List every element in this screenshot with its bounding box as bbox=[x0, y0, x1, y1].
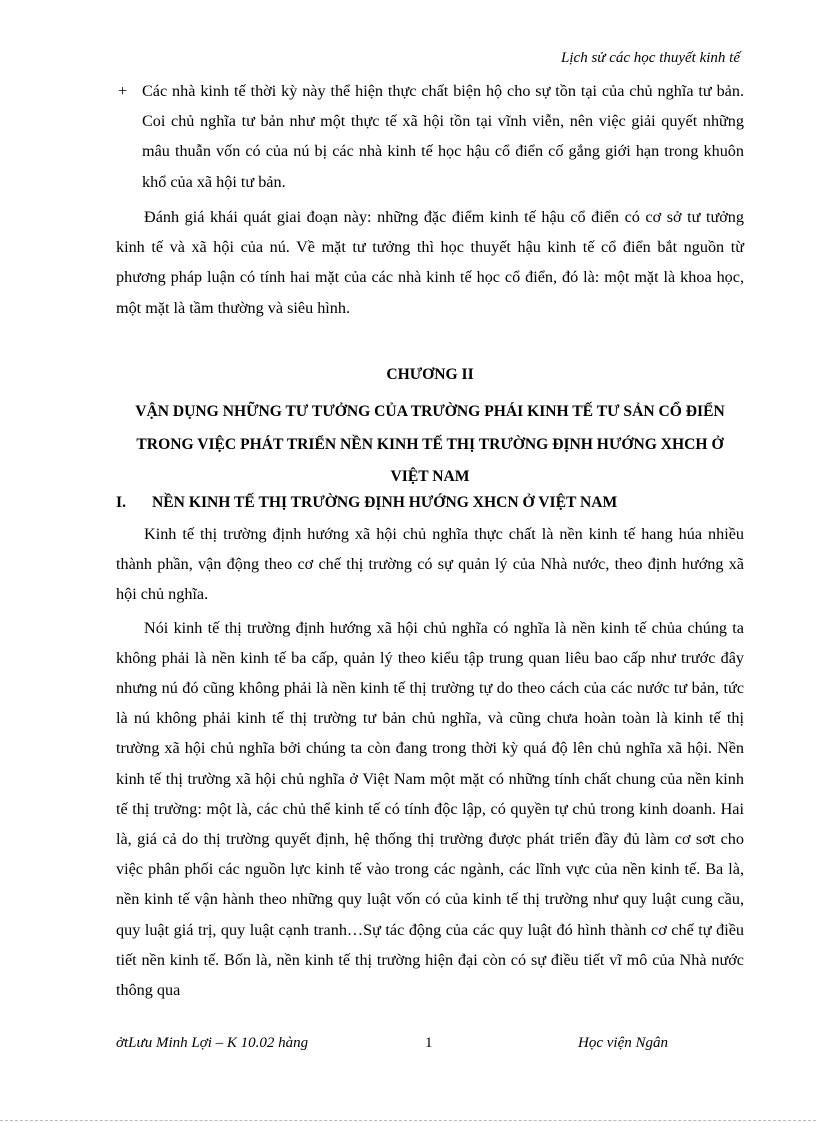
page-number: 1 bbox=[425, 1035, 433, 1051]
section-title: NỀN KINH TẾ THỊ TRƯỜNG ĐỊNH HƯỚNG XHCN Ở VIỆT NAM bbox=[152, 494, 618, 511]
bullet-text: Các nhà kinh tế thời kỳ này thể hiện thực chất biện hộ cho sự tồn tại của chủ nghĩa tư bản. Coi chủ nghĩa tư bản như một thực tế xã hội tồn tại vĩnh viễn, nên việc giải quyết những mâu thuẫn vốn có của nú bị các nhà kinh tế học hậu cổ điển cố gắng giới hạn trong khuôn khổ của xã hội tư bản. bbox=[142, 82, 744, 191]
running-header: Lịch sử các học thuyết kinh tế bbox=[561, 50, 740, 66]
footer-institution: Học viện Ngân bbox=[578, 1035, 668, 1051]
bullet-paragraph bbox=[116, 76, 744, 197]
body-paragraph: Nói kinh tế thị trường định hướng xã hội chủ nghĩa có nghĩa là nền kinh tế chủa chúng ta không phải là nền kinh tế ba cấp, quản lý theo kiểu tập trung quan liêu bao cấp như trước đây nhưng nú đó cũng không phải là nền kinh tế thị trường tự do theo cách của các nước tư bản, tức là nú không phải kinh tế thị trường tư bản chủ nghĩa, và cũng chưa hoàn toàn là kinh tế thị trường xã hội chủ nghĩa bởi chúng ta còn đang trong thời kỳ quá độ lên chủ nghĩa xã hội. Nền kinh tế thị trường xã hội chủ nghĩa ở Việt Nam một mặt có những tính chất chung của nền kinh tế thị trường: một là, các chủ thể kinh tế có tính độc lập, có quyền tự chủ trong kinh doanh. Hai là, giá cả do thị trường quyết định, hệ thống thị trường được phát triển đầy đủ làm cơ sơt cho việc phân phối các nguồn lực kinh tế vào trong các ngành, các lĩnh vực của nền kinh tế. Ba là, nền kinh tế vận hành theo những quy luật vốn có của kinh tế thị trường như quy luật cung cầu, quy luật giá trị, quy luật cạnh tranh…Sự tác động của các quy luật đó hình thành cơ chế tự điều tiết nền kinh tế. Bốn là, nền kinh tế thị trường hiện đại còn có sự điều tiết vĩ mô của Nhà nước thông qua bbox=[116, 618, 744, 1000]
section-heading bbox=[116, 494, 744, 512]
chapter-number: CHƯƠNG II bbox=[386, 366, 474, 383]
chapter-title: VẬN DỤNG NHỮNG TƯ TƯỞNG CỦA TRƯỜNG PHÁI KINH TẾ TƯ SẢN CỔ ĐIỂN TRONG VIỆC PHÁT TRIỂN NỀN KINH TẾ THỊ TRƯỜNG ĐỊNH HƯỚNG XHCH Ở VIỆT NAM bbox=[135, 403, 725, 485]
bullet-mark: + bbox=[118, 82, 128, 100]
section-number: I. bbox=[116, 494, 126, 511]
body-paragraph: Kinh tế thị trường định hướng xã hội chủ nghĩa thực chất là nền kinh tế hang húa nhiều thành phần, vận động theo cơ chế thị trường có sự quản lý của Nhà nước, theo định hướng xã hội chủ nghĩa. bbox=[116, 525, 744, 604]
body-text bbox=[116, 519, 744, 1005]
page-bottom-divider bbox=[0, 1120, 816, 1121]
footer-author: ởtLưu Minh Lợi – K 10.02 hàng bbox=[116, 1035, 309, 1051]
assessment-paragraph: Đánh giá khái quát giai đoạn này: những đặc điểm kinh tế hậu cổ điển có cơ sở tư tưởng kinh tế và xã hội của nú. Về mặt tư tưởng thì học thuyết hậu kinh tế cổ điển bắt nguồn từ phương pháp luận có tính hai mặt của các nhà kinh tế học cổ điển, đó là: một mặt là khoa học, một mặt là tầm thường và siêu hình. bbox=[116, 208, 744, 317]
